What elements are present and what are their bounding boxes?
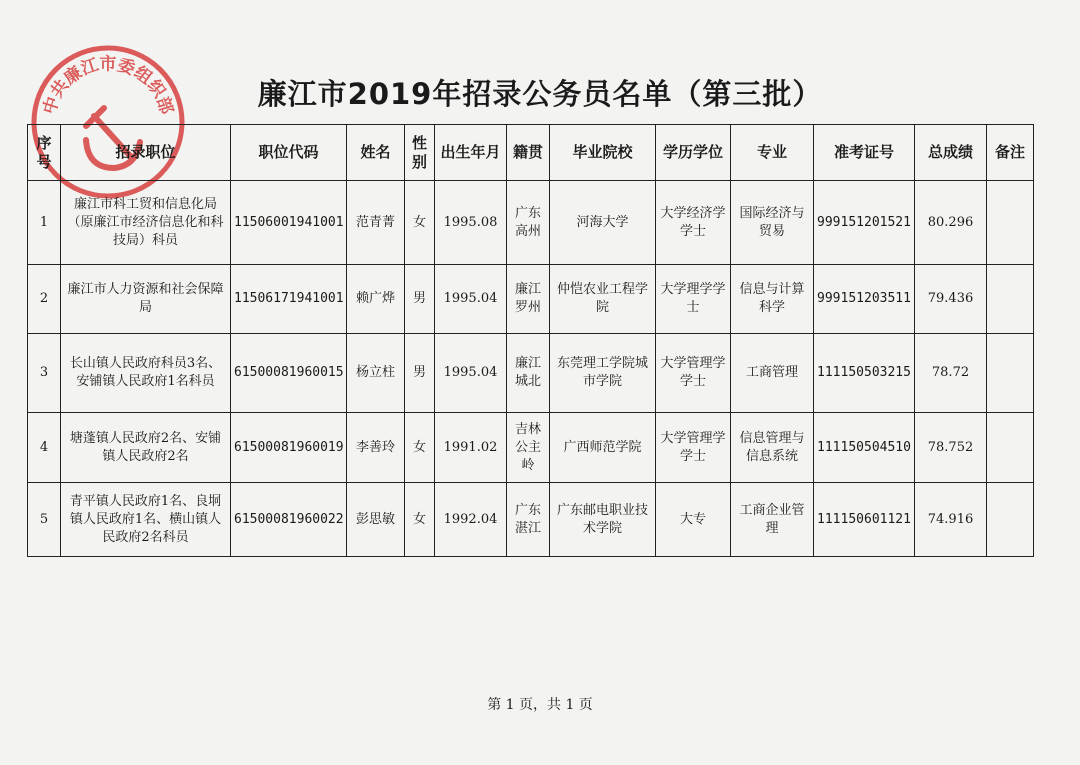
cell-major: 工商企业管理 (731, 483, 814, 557)
cell-seq: 3 (28, 334, 61, 413)
cell-seq: 1 (28, 181, 61, 265)
cell-school: 仲恺农业工程学院 (550, 265, 656, 334)
cell-gender: 男 (405, 334, 435, 413)
header-origin: 籍贯 (507, 125, 550, 181)
document-title: 廉江市2019年招录公务员名单（第三批） (257, 77, 823, 111)
cell-birth: 1995.04 (435, 334, 507, 413)
header-birth: 出生年月 (435, 125, 507, 181)
cell-education: 大学经济学学士 (656, 181, 731, 265)
cell-score: 74.916 (915, 483, 987, 557)
cell-code: 61500081960019 (231, 413, 347, 483)
cell-exam-id: 999151203511 (814, 265, 915, 334)
seal-lettering: 中共廉江市委组织部 (39, 54, 177, 117)
cell-remark (987, 334, 1034, 413)
cell-code: 11506171941001 (231, 265, 347, 334)
cell-seq: 5 (28, 483, 61, 557)
cell-birth: 1995.08 (435, 181, 507, 265)
recruitment-roster-table (27, 124, 1034, 557)
cell-code: 61500081960015 (231, 334, 347, 413)
cell-name: 彭思敏 (347, 483, 405, 557)
cell-origin: 广东高州 (507, 181, 550, 265)
cell-school: 广西师范学院 (550, 413, 656, 483)
table-header-row (28, 125, 1034, 181)
cell-exam-id: 111150601121 (814, 483, 915, 557)
cell-score: 78.752 (915, 413, 987, 483)
cell-origin: 廉江城北 (507, 334, 550, 413)
cell-code: 61500081960022 (231, 483, 347, 557)
header-name: 姓名 (347, 125, 405, 181)
cell-school: 东莞理工学院城市学院 (550, 334, 656, 413)
cell-major: 信息管理与信息系统 (731, 413, 814, 483)
header-code: 职位代码 (231, 125, 347, 181)
cell-position: 塘蓬镇人民政府2名、安铺镇人民政府2名 (61, 413, 231, 483)
header-major: 专业 (731, 125, 814, 181)
cell-remark (987, 181, 1034, 265)
cell-education: 大学管理学学士 (656, 413, 731, 483)
cell-position: 长山镇人民政府科员3名、安铺镇人民政府1名科员 (61, 334, 231, 413)
cell-birth: 1991.02 (435, 413, 507, 483)
table-row (28, 334, 1034, 413)
cell-remark (987, 413, 1034, 483)
cell-seq: 2 (28, 265, 61, 334)
cell-gender: 女 (405, 483, 435, 557)
cell-exam-id: 111150504510 (814, 413, 915, 483)
cell-gender: 女 (405, 181, 435, 265)
cell-birth: 1992.04 (435, 483, 507, 557)
cell-score: 80.296 (915, 181, 987, 265)
cell-name: 李善玲 (347, 413, 405, 483)
cell-position: 青平镇人民政府1名、良垌镇人民政府1名、横山镇人民政府2名科员 (61, 483, 231, 557)
cell-position: 廉江市科工贸和信息化局（原廉江市经济信息化和科技局）科员 (61, 181, 231, 265)
header-education: 学历学位 (656, 125, 731, 181)
cell-exam-id: 999151201521 (814, 181, 915, 265)
cell-education: 大专 (656, 483, 731, 557)
header-score: 总成绩 (915, 125, 987, 181)
cell-name: 赖广烨 (347, 265, 405, 334)
table-row (28, 413, 1034, 483)
table-row (28, 483, 1034, 557)
cell-seq: 4 (28, 413, 61, 483)
header-school: 毕业院校 (550, 125, 656, 181)
cell-major: 信息与计算科学 (731, 265, 814, 334)
cell-score: 78.72 (915, 334, 987, 413)
header-remark: 备注 (987, 125, 1034, 181)
header-exam-id: 准考证号 (814, 125, 915, 181)
cell-name: 杨立柱 (347, 334, 405, 413)
page-footer: 第 1 页，共 1 页 (487, 697, 593, 713)
cell-birth: 1995.04 (435, 265, 507, 334)
cell-school: 广东邮电职业技术学院 (550, 483, 656, 557)
cell-code: 11506001941001 (231, 181, 347, 265)
cell-major: 工商管理 (731, 334, 814, 413)
cell-remark (987, 265, 1034, 334)
cell-school: 河海大学 (550, 181, 656, 265)
cell-exam-id: 111150503215 (814, 334, 915, 413)
cell-education: 大学理学学士 (656, 265, 731, 334)
cell-name: 范青菁 (347, 181, 405, 265)
cell-origin: 广东湛江 (507, 483, 550, 557)
cell-origin: 廉江罗州 (507, 265, 550, 334)
cell-education: 大学管理学学士 (656, 334, 731, 413)
cell-origin: 吉林公主岭 (507, 413, 550, 483)
header-position: 招录职位 (61, 125, 231, 181)
table-row (28, 181, 1034, 265)
table-row (28, 265, 1034, 334)
cell-gender: 女 (405, 413, 435, 483)
header-gender: 性别 (405, 125, 435, 181)
cell-gender: 男 (405, 265, 435, 334)
cell-major: 国际经济与贸易 (731, 181, 814, 265)
cell-score: 79.436 (915, 265, 987, 334)
cell-remark (987, 483, 1034, 557)
header-seq: 序号 (28, 125, 61, 181)
cell-position: 廉江市人力资源和社会保障局 (61, 265, 231, 334)
